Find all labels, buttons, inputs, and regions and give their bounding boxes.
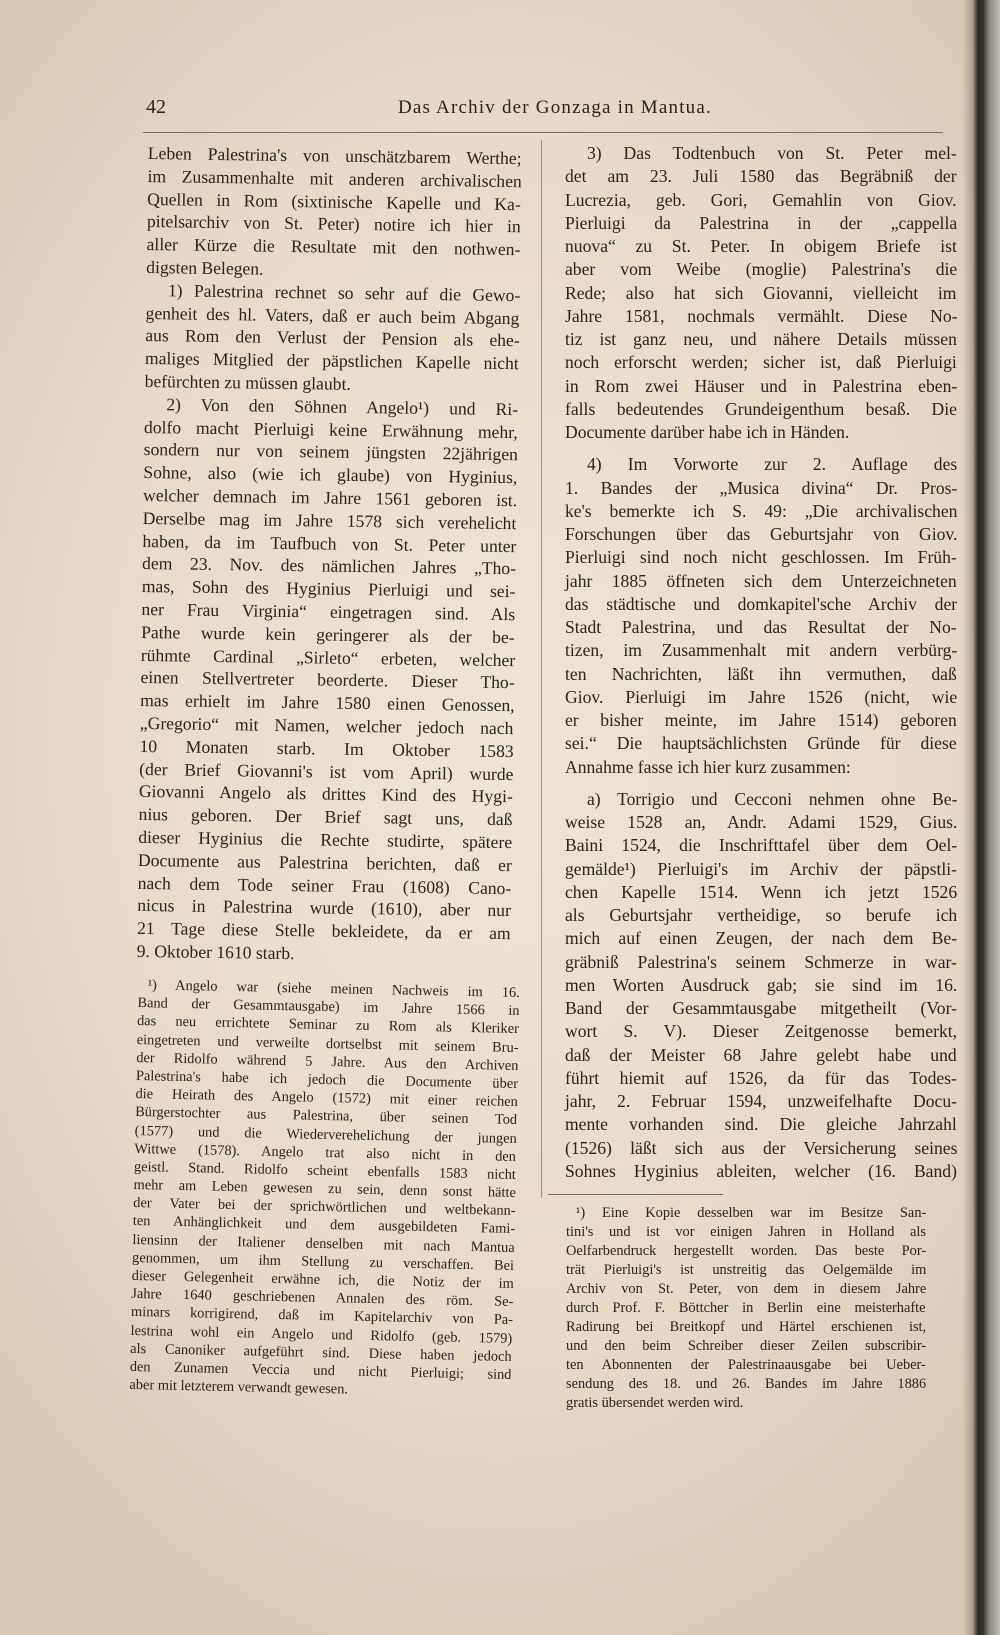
text-line [565,997,957,1020]
text-line [565,523,957,546]
footnote-line [566,1356,926,1375]
line-text: Documente darüber habe ich in Händen. [565,422,850,442]
line-text: aller Kürze die Resultate mit den nothwen- [146,234,521,260]
text-line [565,788,957,811]
line-text: falls bedeutendes Grundeigenthum besaß. Die [565,398,957,419]
paragraph [565,788,957,1183]
line-text: mente vorhanden sind. Die gleiche Jahrzahl [565,1114,957,1135]
line-text: nach dem Tode seiner Frau (1608) Cano- [137,872,512,898]
line-text: 9. Oktober 1610 starb. [136,940,295,964]
text-line [565,927,957,950]
text-line [565,421,957,444]
line-text: liensinn der Italiener denselben mit nach Mantua [132,1231,515,1256]
line-text: daß der Meister 68 Jahre gelebt habe und [565,1044,957,1065]
line-text: Band der Gesammtausgabe mitgetheilt (Vor- [565,998,957,1018]
line-text: befürchten zu müssen glaubt. [144,370,351,394]
text-line [565,1113,957,1136]
footnote-rule [548,1194,723,1195]
line-text: dolfo macht Pierluigi keine Erwähnung mehr, [143,416,518,442]
footnote-line [566,1242,926,1261]
column-divider-rule [541,140,542,1198]
line-text: in Rom zwei Häuser und in Palestrina eben- [565,375,958,396]
line-text: Pathe wurde kein geringerer als der be- [141,621,515,647]
line-text: dieser Hyginius die Rechte studirte, spätere [138,826,513,853]
line-text: Baini 1524, die Inschrifttafel über dem Oel- [565,835,958,856]
text-line [565,189,957,212]
line-text: Pierluigi da Palestrina in der „cappella [565,212,958,233]
paragraph [144,279,520,398]
line-text: er bisher meinte, im Jahre 1514) geboren [565,710,957,730]
text-line [565,351,957,374]
line-text: die Heirath des Angelo (1572) mit einer reichen [135,1086,518,1111]
line-text: Lucrezia, geb. Gori, Gemahlin von Giov. [565,189,957,210]
text-line [565,1160,957,1183]
paragraph [146,142,522,284]
text-line [565,398,957,421]
line-text: 1. Bandes der „Musica divina“ Dr. Pros- [565,477,958,498]
line-text: gemälde¹) Pierluigi's im Archiv der päpstli- [565,858,958,879]
line-text: Jahre 1581, nochmals vermählt. Diese No- [565,305,958,326]
paragraph [565,142,957,444]
line-text: der Vater bei der sprichwörtlichen und weltbekann- [133,1195,516,1220]
right-column-footnote [566,1204,926,1413]
line-text: ¹) Angelo war (siehe meinen Nachweis im 16. [147,977,520,1001]
line-text: Giov. Pierluigi im Jahre 1526 (nicht, wie [565,686,958,707]
line-text: als Canoniker aufgeführt sind. Diese haben jedoch [130,1340,512,1365]
line-text: im Zusammenhalte mit anderen archivalischen [147,165,522,192]
line-text: ten Anhänglichkeit und dem ausgebildeten Fami- [132,1213,516,1238]
text-line [565,974,957,997]
text-line [565,881,957,904]
line-text: sendung des 18. und 26. Bandes im Jahre 1886 [566,1376,927,1392]
text-line [565,1044,957,1067]
line-text: Leben Palestrina's von unschätzbarem Werthe; [147,142,522,169]
text-line [565,1020,957,1043]
line-text: das neu errichtete Seminar zu Rom als Kleriker [136,1013,520,1038]
text-line [565,709,957,732]
line-text: Bürgerstochter aus Palestrina, über seinen Tod [134,1104,518,1129]
footnote-line [566,1394,926,1413]
line-text: welcher demnach im Jahre 1561 geboren ist. [142,484,518,511]
line-text: mas erhielt im Jahre 1580 einen Genossen, [140,690,515,716]
line-text: nicus in Palestrina wurde (1610), aber nur [137,895,512,921]
line-text: genommen, um ihm Stellung zu verschaffen. Bei [131,1249,515,1274]
line-text: 21 Tage diese Stelle bekleidete, da er am [136,918,511,944]
line-text: rühmte Cardinal „Sirleto“ erbeten, welcher [140,644,516,670]
text-line [565,212,957,235]
line-text: det am 23. Juli 1580 das Begräbniß der [565,166,957,187]
line-text: gratis übersendet werden wird. [566,1395,744,1411]
line-text: 4) Im Vorworte zur 2. Auflage des [587,454,958,475]
line-text: Wittwe (1578). Angelo trat also nicht in den [134,1140,517,1165]
text-line [565,570,957,593]
text-line [565,235,957,258]
running-title: Das Archiv der Gonzaga in Mantua. [398,97,712,118]
text-line [565,616,957,639]
line-text: aber mit letzterem verwandt gewesen. [129,1377,349,1398]
line-text: maliges Mitglied der päpstlichen Kapelle nicht [144,348,519,374]
line-text: 1) Palestrina rechnet so sehr auf die Gewo- [167,280,521,305]
text-line [565,305,957,328]
footnote [129,976,520,1402]
line-text: a) Torrigio und Cecconi nehmen ohne Be- [587,788,958,809]
left-column-text [137,142,522,968]
line-text: ten Abonnenten der Palestrinaausgabe bei Ueber- [566,1357,926,1373]
line-text: sondern nur von seinem jüngsten 22jährigen [143,439,519,465]
line-text: minars korrigirend, daß im Kapitelarchiv von Pa- [130,1304,514,1329]
line-text: einen Stellvertreter beorderte. Dieser Tho- [140,667,515,693]
text-line [565,282,957,305]
paragraph [137,393,519,968]
line-text: aus Rom den Verlust der Pension als ehe- [145,325,520,351]
page-binding-edge [962,0,1000,1635]
line-text: Documente aus Palestrina berichten, daß er [137,849,512,875]
line-text: weise 1528 an, Andr. Adami 1529, Gius. [565,812,958,832]
line-text: Band der Gesammtausgabe) im Jahre 1566 in [137,995,520,1020]
footnote [566,1204,926,1413]
line-text: den Zunamen Veccia und nicht Pierluigi; sind [129,1358,512,1383]
line-text: 10 Monaten starb. Im Oktober 1583 [139,735,514,761]
line-text: lestrina wohl ein Angelo und Ridolfo (geb. 1579) [130,1322,513,1347]
line-text: ke's bemerkte ich S. 49: „Die archivalischen [565,500,958,521]
line-text: Forschungen über das Geburtsjahr von Giov. [565,524,958,544]
line-text: mehr am Leben gewesen zu sein, denn sonst hätte [133,1177,517,1202]
line-text: noch erforscht werden; sicher ist, daß Pierluigi [565,352,957,373]
paragraph [565,453,957,779]
line-text: mich auf einen Zeugen, der nach dem Be- [565,928,958,949]
footnote-line [566,1299,926,1318]
text-line [565,546,957,569]
line-text: chen Kapelle 1514. Wenn ich jetzt 1526 [565,881,958,902]
line-text: Radirung bei Breitkopf und Härtel erschienen ist, [566,1319,927,1335]
text-line [565,1137,957,1160]
text-line [565,1067,957,1090]
footnote-line [566,1261,926,1280]
text-line [565,904,957,927]
line-text: digsten Belegen. [146,256,264,279]
text-line [565,834,957,857]
line-text: tiz ist ganz neu, und nähere Details müssen [565,329,957,349]
line-text: (der Brief Giovanni's ist vom April) wurde [139,758,514,784]
line-text: dieser Gelegenheit erwähne ich, die Notiz der im [131,1267,514,1292]
line-text: Stadt Palestrina, und das Resultat der No- [565,617,957,637]
text-line [565,858,957,881]
line-text: (1577) und die Wiederverehelichung der jungen [134,1122,517,1147]
page-number: 42 [146,96,166,118]
text-line [565,663,957,686]
text-line [565,639,957,662]
line-text: ten Nachrichten, läßt ihn vermuthen, daß [565,663,957,684]
text-line [565,328,957,351]
line-text: jahr, 2. Februar 1594, unzweifelhafte Docu- [565,1091,958,1111]
line-text: men Worten Ausdruck gab; sie sind im 16. [565,974,958,995]
right-column-text [565,142,957,1183]
line-text: Giovanni Angelo als drittes Kind des Hygi- [138,781,513,807]
line-text: Oelfarbendruck hergestellt worden. Das beste Por- [566,1243,927,1259]
text-line [565,500,957,523]
line-text: Annahme fasse ich hier kurz zusammen: [565,756,851,777]
line-text: jahr 1885 öffneten sich dem Unterzeichneten [565,570,957,591]
text-line [565,593,957,616]
line-text: durch Prof. F. Böttcher in Berlin eine meisterhafte [566,1300,926,1316]
footnote-line [566,1223,926,1242]
line-text: Sohnes Hyginius ableiten, welcher (16. Band) [565,1160,957,1181]
text-line [565,165,957,188]
line-text: Quellen in Rom (sixtinische Kapelle und Ka- [147,188,521,214]
line-text: aber vom Weibe (moglie) Palestrina's die [565,259,958,280]
line-text: (1526) läßt sich aus der Versicherung seines [565,1137,958,1158]
text-line [565,1090,957,1113]
text-line [565,686,957,709]
line-text: haben, da im Taufbuch von St. Peter unter [142,530,517,556]
footnote-line [566,1318,926,1337]
footnote-line [566,1337,926,1356]
line-text: geistl. Stand. Ridolfo scheint ebenfalls 1583 nicht [133,1158,517,1183]
line-text: wort S. V). Dieser Zeitgenosse bemerkt, [565,1021,958,1042]
text-line [565,951,957,974]
line-text: ner Frau Virginia“ eingetragen sind. Als [141,598,516,625]
text-line [565,258,957,281]
line-text: Pierluigi sind noch nicht geschlossen. Im Früh- [565,547,957,568]
line-text: Derselbe mag im Jahre 1578 sich verehelicht [142,507,517,533]
line-text: eingetreten und verweilte dortselbst mit seinem Bru- [136,1031,519,1056]
text-line [565,142,957,165]
line-text: ¹) Eine Kopie desselben war im Besitze San- [576,1205,927,1221]
text-line [565,375,957,398]
line-text: Sohne, also (wie ich glaube) von Hyginius, [143,462,518,488]
line-text: das städtische und domkapitel'sche Archiv der [565,593,958,614]
line-text: Archiv von St. Peter, von dem in diesem Jahre [566,1281,927,1297]
line-text: nius geboren. Der Brief sagt uns, daß [138,804,513,830]
line-text: tizen, im Zusammenhalt mit andern verbürg- [565,640,958,661]
line-text: Rede; also hat sich Giovanni, vielleicht im [565,282,957,303]
line-text: mas, Sohn des Hyginius Pierluigi und sei- [141,576,516,602]
footnote-line [566,1204,926,1223]
line-text: führt hiemit auf 1526, da für das Todes- [565,1067,957,1088]
line-text: nuova“ zu St. Peter. In obigem Briefe ist [565,236,957,256]
text-line [565,477,957,500]
line-text: dem 23. Nov. des nämlichen Jahres „Tho- [141,553,517,579]
text-line [565,756,957,779]
text-line [565,732,957,755]
footnote-line [566,1280,926,1299]
left-column-footnote [129,976,520,1402]
line-text: der Ridolfo während 5 Jahre. Aus den Archiven [136,1049,519,1074]
line-text: „Gregorio“ mit Namen, welcher jedoch nach [139,712,514,739]
line-text: tini's und ist vor einigen Jahren in Holland als [566,1224,926,1240]
line-text: gräbniß Palestrina's seinem Schmerze in war- [565,951,957,972]
line-text: 3) Das Todtenbuch von St. Peter mel- [587,143,957,163]
line-text: sei.“ Die hauptsächlichsten Gründe für diese [565,733,957,754]
line-text: genheit des hl. Vaters, daß er auch beim Abgang [145,302,520,328]
line-text: als Geburtsjahr vertheidige, so berufe ich [565,905,958,925]
line-text: Jahre 1640 geschriebenen Annalen des röm. Se- [131,1286,514,1311]
footnote-line [566,1375,926,1394]
text-line [565,453,957,476]
line-text: 2) Von den Söhnen Angelo¹) und Ri- [166,394,519,419]
line-text: trät Pierluigi's ist unstreitig das Oelgemälde im [566,1262,927,1278]
line-text: und den beim Schreiber dieser Zeilen subscribir- [566,1338,927,1354]
line-text: Palestrina's habe ich jedoch die Documente über [135,1067,519,1092]
line-text: pitelsarchiv von St. Peter) notire ich hier in [146,211,521,237]
header-rule [143,132,943,133]
text-line [565,811,957,834]
